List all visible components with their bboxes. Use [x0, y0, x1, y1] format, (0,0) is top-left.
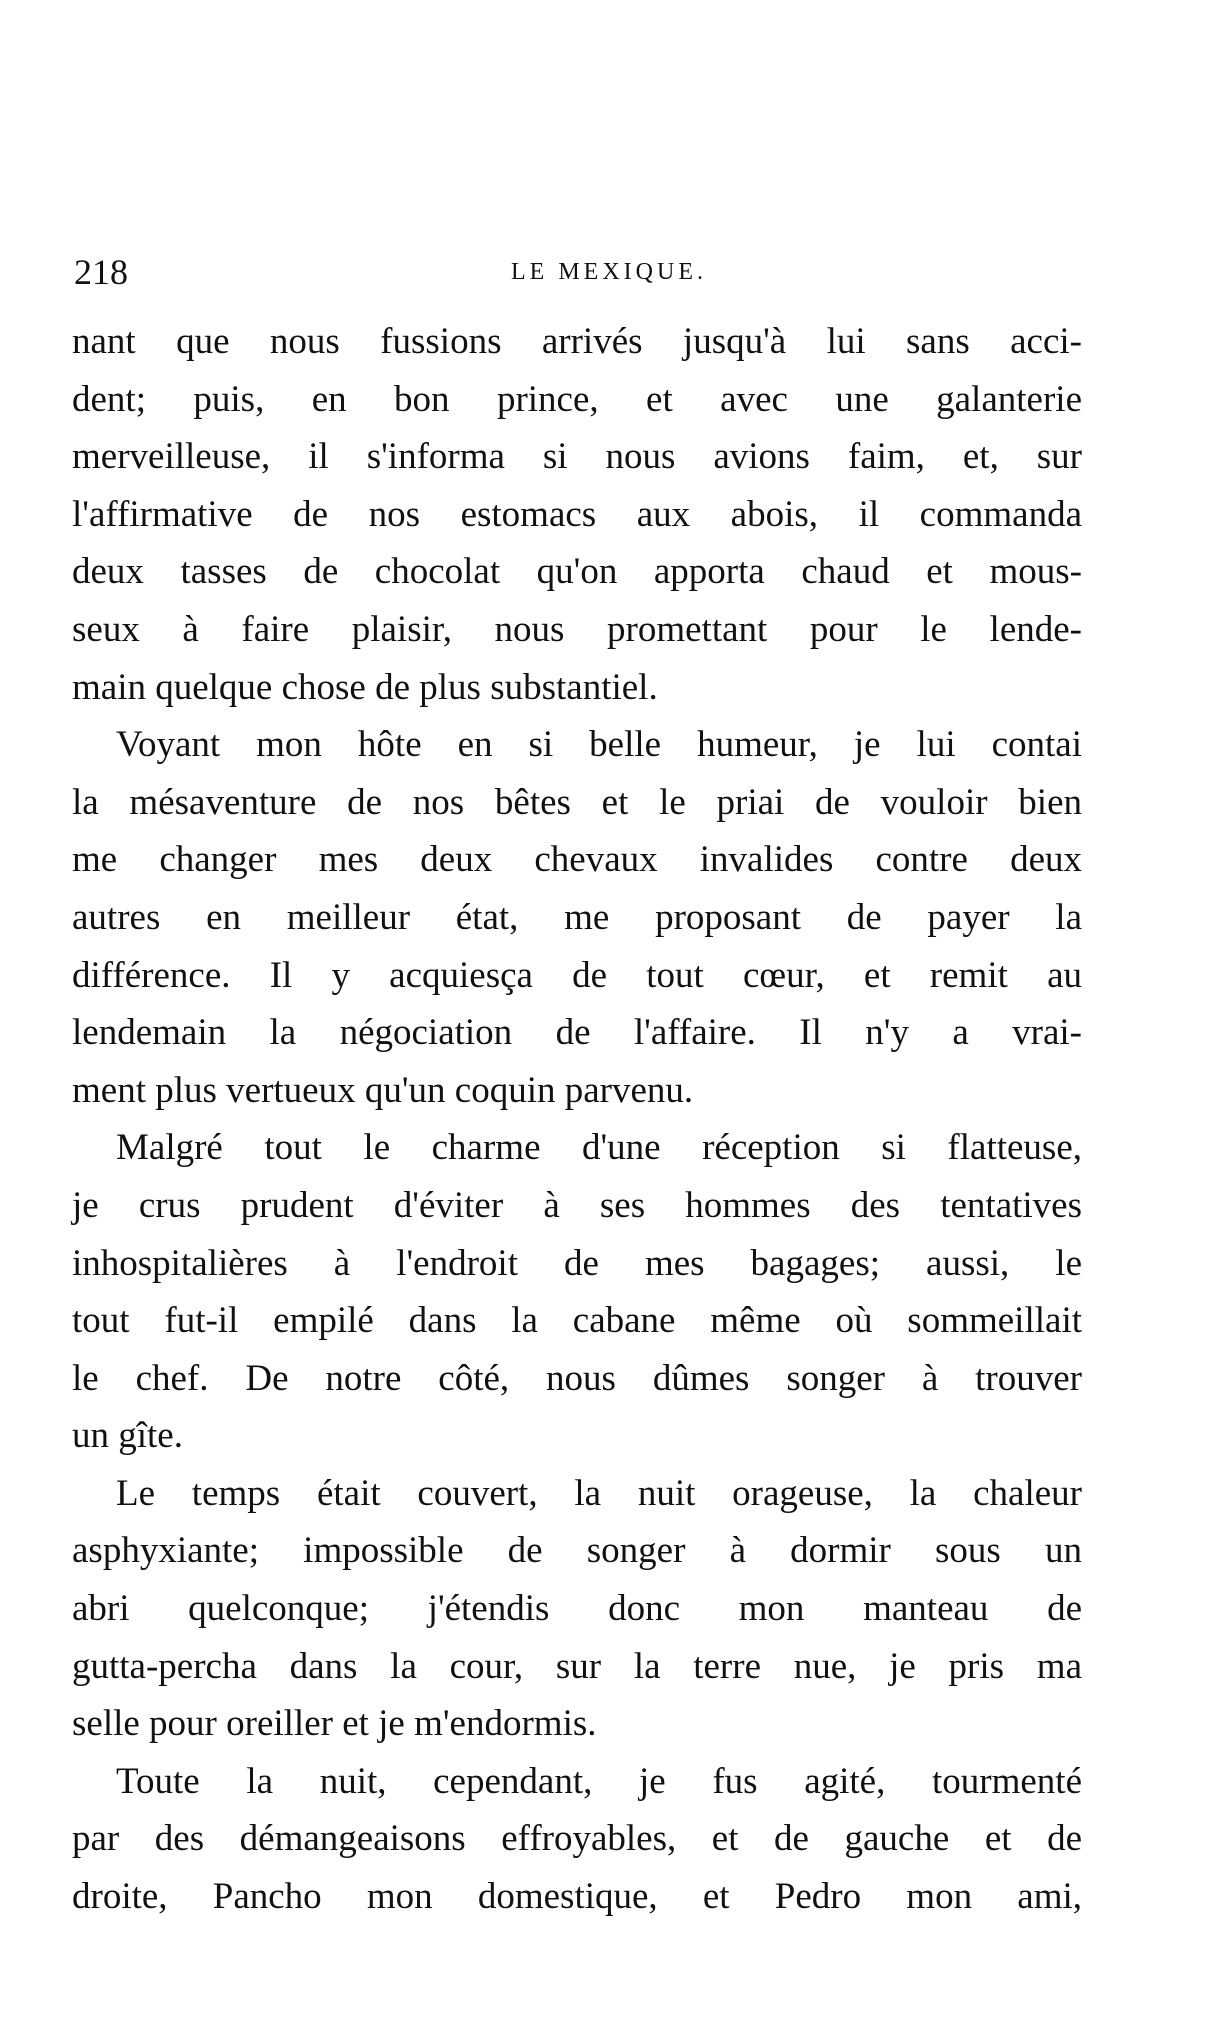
- text-line: lendemain la négociation de l'affaire. Il n'y a vrai-: [72, 1012, 1082, 1054]
- text-line: Le temps était couvert, la nuit orageuse, la chaleur: [116, 1472, 1082, 1514]
- paragraph: [72, 1465, 1082, 1753]
- text-line: abri quelconque; j'étendis donc mon manteau de: [72, 1588, 1082, 1630]
- text-line: asphyxiante; impossible de songer à dormir sous un: [72, 1530, 1082, 1572]
- text-line: un gîte.: [72, 1415, 183, 1457]
- text-line: autres en meilleur état, me proposant de payer la: [72, 896, 1082, 938]
- text-line: gutta-percha dans la cour, sur la terre nue, je pris ma: [72, 1645, 1082, 1687]
- paragraph: [72, 313, 1082, 716]
- text-line: merveilleuse, il s'informa si nous avions faim, et, sur: [72, 436, 1082, 478]
- page-number: 218: [74, 252, 128, 292]
- body-text: [72, 313, 1082, 1926]
- text-line: la mésaventure de nos bêtes et le priai de vouloir bien: [72, 781, 1082, 823]
- paragraph: [72, 716, 1082, 1119]
- text-line: tout fut-il empilé dans la cabane même où sommeillait: [72, 1300, 1082, 1342]
- text-line: le chef. De notre côté, nous dûmes songer à trouver: [72, 1357, 1082, 1399]
- text-line: Toute la nuit, cependant, je fus agité, tourmenté: [116, 1760, 1082, 1802]
- text-line: droite, Pancho mon domestique, et Pedro mon ami,: [72, 1876, 1082, 1918]
- text-line: seux à faire plaisir, nous promettant pour le lende-: [72, 608, 1082, 650]
- paragraph: [72, 1119, 1082, 1465]
- text-line: deux tasses de chocolat qu'on apporta chaud et mous-: [72, 551, 1082, 593]
- paragraph: [72, 1753, 1082, 1926]
- text-line: nant que nous fussions arrivés jusqu'à lui sans acci-: [72, 321, 1082, 362]
- running-title: LE MEXIQUE.: [511, 259, 707, 285]
- text-line: dent; puis, en bon prince, et avec une galanterie: [72, 378, 1082, 420]
- text-line: par des démangeaisons effroyables, et de gauche et de: [72, 1818, 1082, 1860]
- text-line: ment plus vertueux qu'un coquin parvenu.: [72, 1069, 694, 1111]
- text-line: Malgré tout le charme d'une réception si flatteuse,: [116, 1127, 1082, 1169]
- text-line: l'affirmative de nos estomacs aux abois, il commanda: [72, 493, 1082, 535]
- running-head: [74, 252, 1084, 292]
- text-line: inhospitalières à l'endroit de mes bagages; aussi, le: [72, 1242, 1082, 1284]
- text-line: main quelque chose de plus substantiel.: [72, 666, 658, 708]
- text-line: selle pour oreiller et je m'endormis.: [72, 1703, 597, 1745]
- text-line: je crus prudent d'éviter à ses hommes des tentatives: [72, 1184, 1082, 1226]
- text-line: Voyant mon hôte en si belle humeur, je lui contai: [116, 724, 1082, 766]
- text-line: différence. Il y acquiesça de tout cœur, et remit au: [72, 954, 1082, 996]
- text-line: me changer mes deux chevaux invalides contre deux: [72, 839, 1082, 881]
